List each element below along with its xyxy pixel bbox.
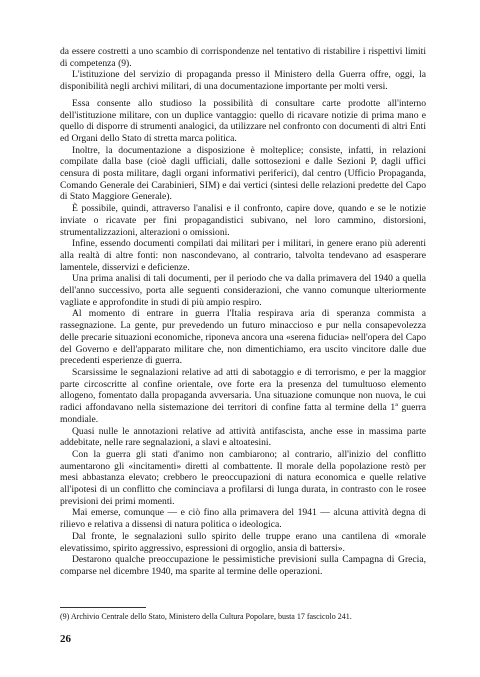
paragraph: Quasi nulle le annotazioni relative ad attività antifascista, anche esse in massima parte addebitate, nelle rare segnalazioni, a slavi e altoatesini. — [60, 425, 426, 449]
paragraph: Essa consente allo studioso la possibilità di consultare carte prodotte all'interno dell'istituzione militare, con un duplice vantaggio: quello di ricavare notizie di prima mano e quello di disporre di strumenti analogici, da utilizzare nel confronto con documenti di altri Enti ed Organi dello Stato di stretta marca politica. — [60, 97, 426, 144]
footnote-divider — [60, 607, 146, 608]
paragraph: Dal fronte, le segnalazioni sullo spirito delle truppe erano una cantilena di «morale elevatissimo, spirito aggressivo, espressioni di orgoglio, ansia di battersi». — [60, 530, 426, 554]
paragraph: Inoltre, la documentazione a disposizione è molteplice; consiste, infatti, in relazioni compilate dalla base (cioè dagli ufficiali, dalle sottosezioni e dalle Sezioni P, dagli uffici censura di posta militare, dagli organi informativi periferici), dal centro (Ufficio Propaganda, Comando Generale dei Carabinieri, SIM) e dai vertici (sintesi delle relazioni predette del Capo di Stato Maggiore Generale). — [60, 144, 426, 203]
paragraph: L'istituzione del servizio di propaganda presso il Ministero della Guerra offre, oggi, la disponibilità negli archivi militari, di una documentazione importante per molti versi. — [60, 69, 426, 93]
paragraph: Mai emerse, comunque — e ciò fino alla primavera del 1941 — alcuna attività degna di rilievo e relativa a dissensi di natura politica o ideologica. — [60, 507, 426, 531]
paragraph: Con la guerra gli stati d'animo non cambiarono; al contrario, all'inizio del conflitto aumentarono gli «incitamenti» diretti al combattente. Il morale della popolazione restò per mesi abbastanza elevato; crebbero le preoccupazioni di natura economica e quelle relative all'ipotesi di un conflitto che cominciava a profilarsi di lunga durata, in contrasto con le rosee previsioni dei primi momenti. — [60, 448, 426, 507]
page-body — [60, 46, 426, 578]
paragraph: Scarsissime le segnalazioni relative ad atti di sabotaggio e di terrorismo, e per la maggior parte circoscritte al confine orientale, ove forte era la presenza del tumultuoso elemento allogeno, fomentato dalla propaganda avversaria. Una situazione comunque non nuova, le cui radici affondavano nella sistemazione dei territori di confine fatta al termine della 1ª guerra mondiale. — [60, 366, 426, 425]
footnote: (9) Archivio Centrale dello Stato, Ministero della Cultura Popolare, busta 17 fascicolo 241. — [60, 612, 352, 621]
paragraph: Destarono qualche preoccupazione le pessimistiche previsioni sulla Campagna di Grecia, comparse nel dicembre 1940, ma sparite al termine delle operazioni. — [60, 554, 426, 577]
page-number: 26 — [60, 633, 71, 645]
paragraph: È possibile, quindi, attraverso l'analisi e il confronto, capire dove, quando e se le notizie inviate o ricavate per fini propagandistici subivano, nel loro cammino, distorsioni, strumentalizzazioni, alterazioni o omissioni. — [60, 203, 426, 238]
paragraph: Al momento di entrare in guerra l'Italia respirava aria di speranza commista a rassegnazione. La gente, pur prevedendo un futuro minaccioso e pur nella consapevolezza delle precarie situazioni economiche, riponeva ancora una «serena fiducia» nell'opera del Capo del Governo e dell'apparato militare che, non dimentichiamo, era uscito vincitore dalle due precedenti esperienze di guerra. — [60, 308, 426, 367]
paragraph: da essere costretti a uno scambio di corrispondenze nel tentativo di ristabilire i rispettivi limiti di competenza (9). — [60, 46, 426, 69]
paragraph: Una prima analisi di tali documenti, per il periodo che va dalla primavera del 1940 a quella dell'anno successivo, porta alle seguenti considerazioni, che vanno comunque ulteriormente vagliate e approfondite in studi di più ampio respiro. — [60, 273, 426, 308]
paragraph: Infine, essendo documenti compilati dai militari per i militari, in genere erano più aderenti alla realtà di altre fonti: non nascondevano, al contrario, talvolta tendevano ad esasperare lamentele, disservizi e deficienze. — [60, 238, 426, 273]
